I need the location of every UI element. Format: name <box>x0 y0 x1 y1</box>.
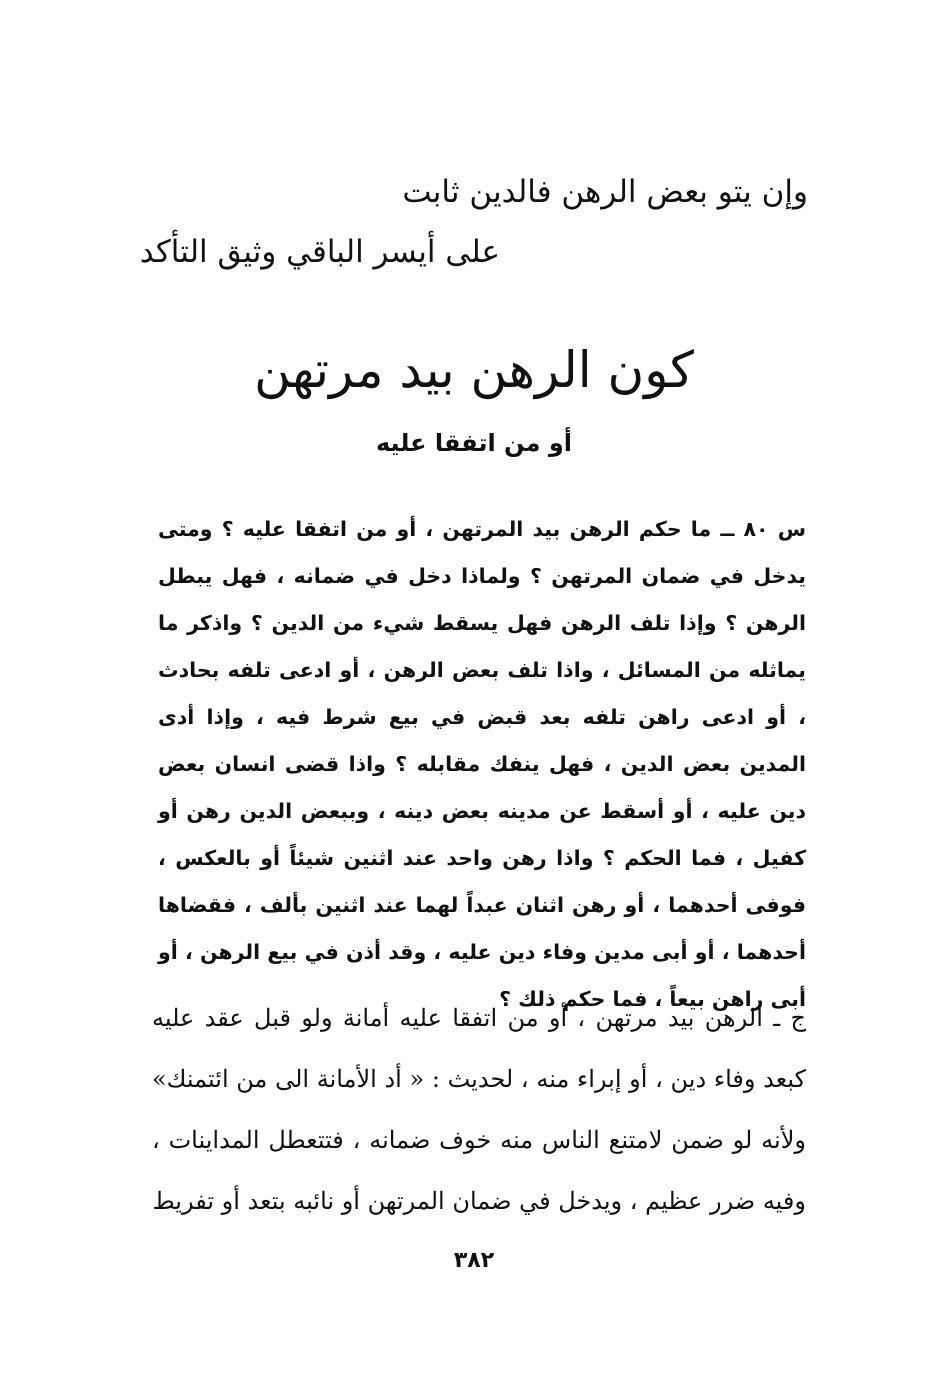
question-paragraph: س ٨٠ ــ ما حكم الرهن بيد المرتهن ، أو من اتفقا عليه ؟ ومتى يدخل في ضمان المرتهن ؟ ولماذا دخل في ضمانه ، فهل يبطل الرهن ؟ وإذا تلف الرهن فهل يسقط شيء من الدين ؟ واذكر ما يماثله من المسائل ، واذا تلف بعض الرهن ، أو ادعى تلفه بحادث ، أو ادعى راهن تلفه بعد قبض في بيع شرط فيه ، وإذا أدى المدين بعض الدين ، فهل ينفك مقابله ؟ واذا قضى انسان بعض دين عليه ، أو أسقط عن مدينه بعض دينه ، وببعض الدين رهن أو كفيل ، فما الحكم ؟ واذا رهن واحد عند اثنين شيئاً أو بالعكس ، فوفى أحدهما ، أو رهن اثنان عبداً لهما عند اثنين بألف ، فقضاها أحدهما ، أو أبى مدين وفاء دين عليه ، وقد أذن في بيع الرهن ، أو أبى راهن بيعاً ، فما حكم ذلك ؟ <box>158 517 806 1011</box>
section-title: كون الرهن بيد مرتهن <box>254 341 694 399</box>
verse-line-2: على أيسر الباقي وثيق التأكد <box>139 234 500 270</box>
verse-line-1: وإن يتو بعض الرهن فالدين ثابت <box>402 174 808 210</box>
answer-paragraph: ج ـ الرهن بيد مرتهن ، أو من اتفقا عليه أمانة ولو قبل عقد عليه كبعد وفاء دين ، أو إبراء منه ، لحديث : « أد الأمانة الى من ائتمنك» ولأنه لو ضمن لامتنع الناس منه خوف ضمانه ، فتتعطل المداينات ، وفيه ضرر عظيم ، ويدخل في ضمان المرتهن أو نائبه بتعد أو تفريط <box>152 1004 806 1215</box>
page-number: ٣٨٢ <box>453 1248 495 1273</box>
section-subtitle: أو من اتفقا عليه <box>375 429 572 457</box>
